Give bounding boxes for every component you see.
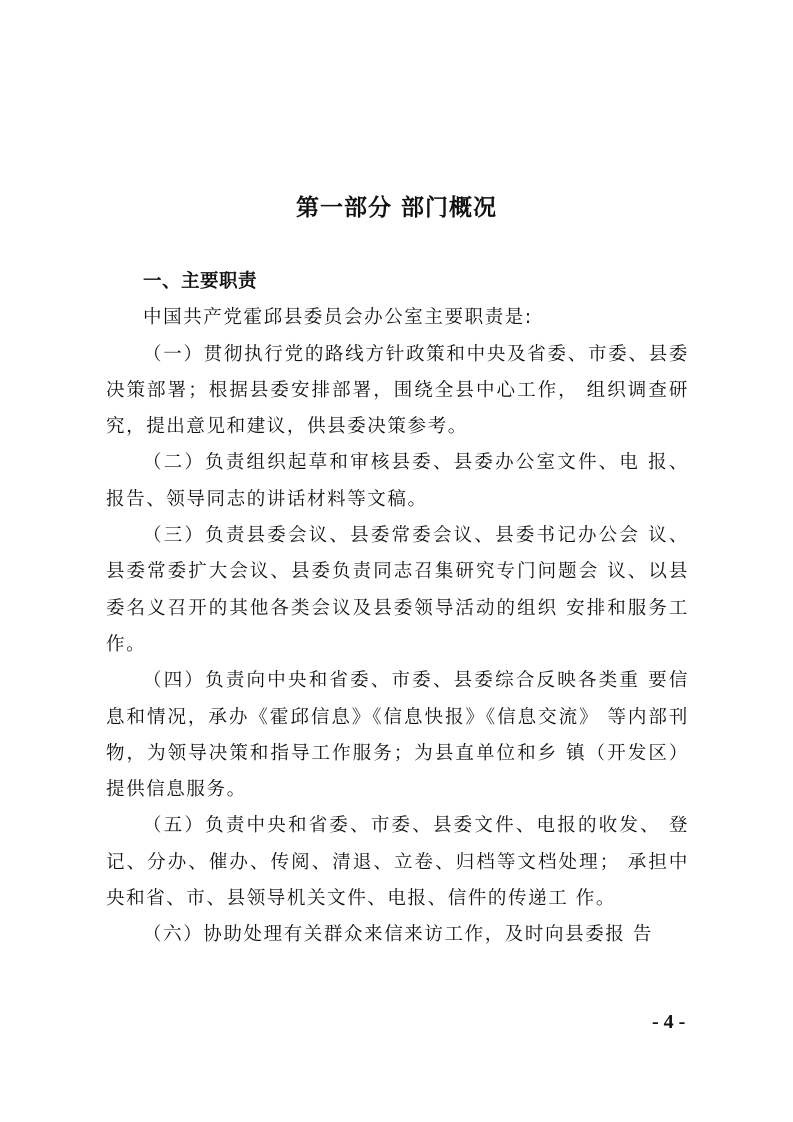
page-title: 第一部分 部门概况 bbox=[295, 195, 497, 221]
duty-paragraph-1: （一）贯彻执行党的路线方针政策和中央及省委、市委、县委决策部署；根据县委安排部署，围绕全县中心工作， 组织调查研究，提出意见和建议，供县委决策参考。 bbox=[106, 343, 689, 438]
page-number: - 4 - bbox=[652, 1011, 686, 1033]
duty-paragraph-6: （六）协助处理有关群众来信来访工作，及时向县委报 告 bbox=[143, 924, 653, 946]
duty-paragraph-3: （三）负责县委会议、县委常委会议、县委书记办公会 议、县委常委扩大会议、县委负责同志召集研究专门问题会 议、以县委名义召开的其他各类会议及县委领导活动的组织 安排和服务工作。 bbox=[106, 525, 689, 655]
duty-paragraph-4: （四）负责向中央和省委、市委、县委综合反映各类重 要信息和情况，承办《霍邱信息》《信息快报》《信息交流》 等内部刊物，为领导决策和指导工作服务；为县直单位和乡 镇（开发区）提供信息服务。 bbox=[106, 670, 689, 801]
document-body bbox=[106, 264, 689, 954]
duty-paragraph-5: （五）负责中央和省委、市委、县委文件、电报的收发、 登记、分办、催办、传阅、清退、立卷、归档等文档处理； 承担中央和省、市、县领导机关文件、电报、信件的传递工 作。 bbox=[106, 815, 689, 910]
section-heading: 一、主要职责 bbox=[143, 271, 258, 292]
intro-paragraph: 中国共产党霍邱县委员会办公室主要职责是: bbox=[143, 307, 533, 329]
duty-paragraph-2: （二）负责组织起草和审核县委、县委办公室文件、电 报、报告、领导同志的讲话材料等文稿。 bbox=[106, 452, 689, 510]
